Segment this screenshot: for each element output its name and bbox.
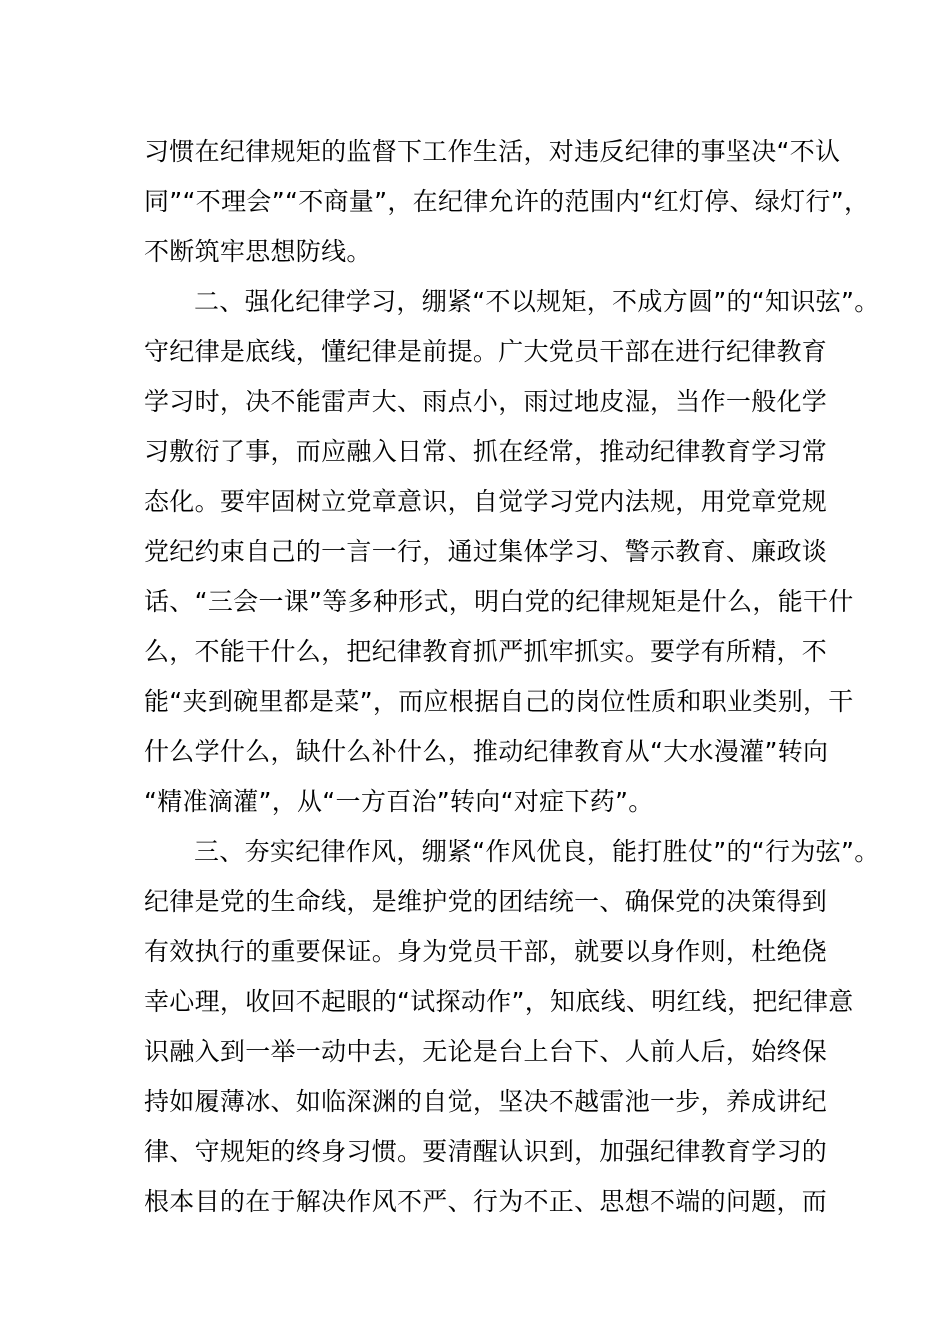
text-line: 纪律是党的生命线，是维护党的团结统一、确保党的决策得到 [144,887,828,916]
section-heading-line: 二、强化纪律学习，绷紧“不以规矩，不成方圆”的“知识弦”。 [194,287,880,316]
text-line: 什么学什么，缺什么补什么，推动纪律教育从“大水漫灌”转向 [144,737,829,766]
text-line: 根本目的在于解决作风不严、行为不正、思想不端的问题，而 [144,1187,828,1216]
text-line: 律、守规矩的终身习惯。要清醒认识到，加强纪律教育学习的 [144,1137,828,1166]
text-line: 态化。要牢固树立党章意识，自觉学习党内法规，用党章党规 [144,487,828,516]
text-line: 学习时，决不能雷声大、雨点小，雨过地皮湿，当作一般化学 [144,387,828,416]
text-line: 识融入到一举一动中去，无论是台上台下、人前人后，始终保 [144,1037,828,1066]
text-line: 不断筑牢思想防线。 [144,237,372,266]
text-line: 党纪约束自己的一言一行，通过集体学习、警示教育、廉政谈 [144,537,828,566]
section-heading-line: 三、夯实纪律作风，绷紧“作风优良，能打胜仗”的“行为弦”。 [194,837,880,866]
text-line: 习惯在纪律规矩的监督下工作生活，对违反纪律的事坚决“不认 [144,137,841,166]
text-line: 幸心理，收回不起眼的“试探动作”，知底线、明红线，把纪律意 [144,987,854,1016]
text-line: 守纪律是底线，懂纪律是前提。广大党员干部在进行纪律教育 [144,337,828,366]
text-line: 同”“不理会”“不商量”，在纪律允许的范围内“红灯停、绿灯行”， [144,187,870,216]
text-line: 能“夹到碗里都是菜”，而应根据自己的岗位性质和职业类别，干 [144,687,854,716]
text-line: 话、“三会一课”等多种形式，明白党的纪律规矩是什么，能干什 [144,587,854,616]
text-line: 有效执行的重要保证。身为党员干部，就要以身作则，杜绝侥 [144,937,828,966]
text-line: “精准滴灌”，从“一方百治”转向“对症下药”。 [144,787,654,816]
text-line: 持如履薄冰、如临深渊的自觉，坚决不越雷池一步，养成讲纪 [144,1087,828,1116]
text-line: 习敷衍了事，而应融入日常、抓在经常，推动纪律教育学习常 [144,437,828,466]
text-line: 么，不能干什么，把纪律教育抓严抓牢抓实。要学有所精，不 [144,637,828,666]
